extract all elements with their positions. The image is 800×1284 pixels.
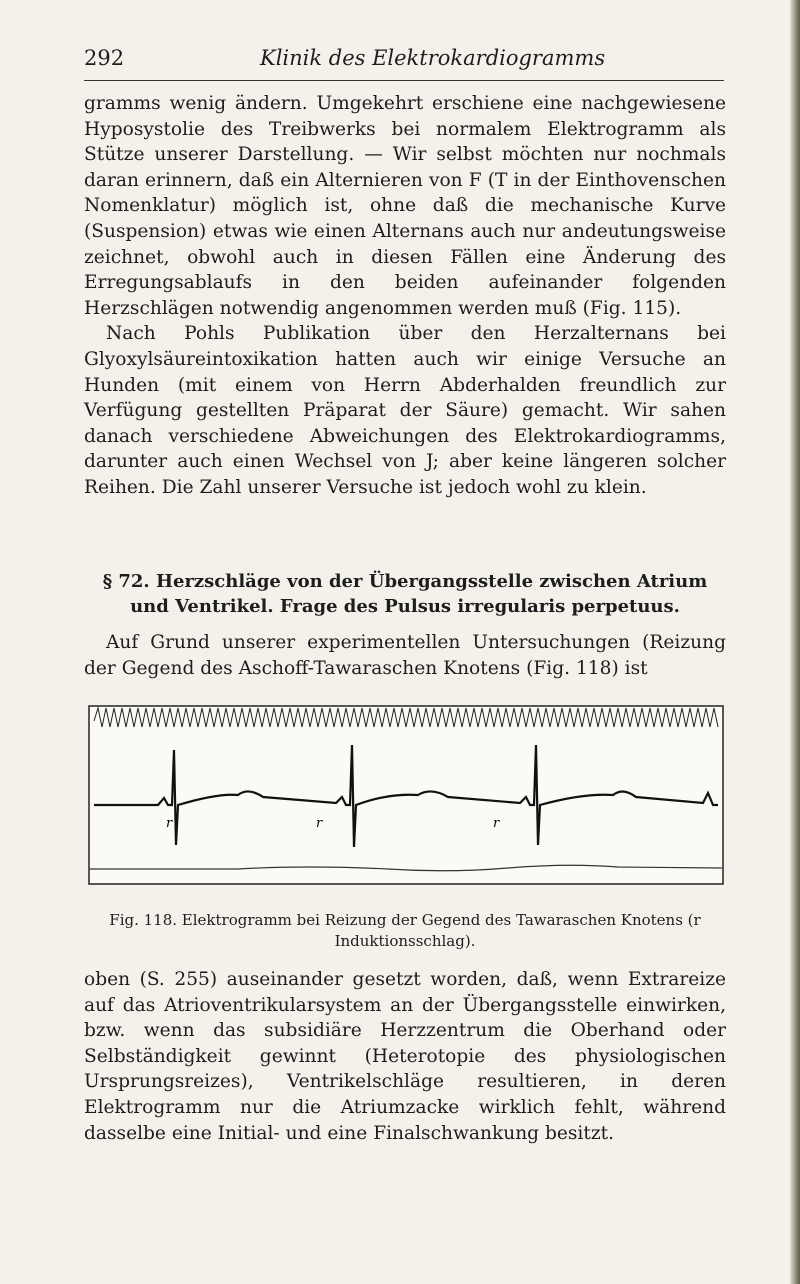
header-rule [84, 80, 724, 81]
paragraph-1b-text: Nach Pohls Publikation über den Herzalternans bei Glyoxylsäureintoxikation hatten auch wir einige Versuche an Hunden (mit einem von Herrn Abderhalden freundlich zur Verfügung gestellten Präparat der Säure) gemacht. Wir sahen danach verschiedene Abweichungen des Elektrokardiogramms, darunter auch einen Wechsel von J; aber keine längeren solcher Reihen. Die Zahl unserer Versuche ist jedoch wohl zu klein. [84, 323, 726, 498]
page-number: 292 [84, 46, 125, 70]
section-title: Herzschläge von der Übergangsstelle zwischen Atrium und Ventrikel. Frage des Pulsus irregularis perpetuus. [130, 571, 708, 617]
paragraph-3-text: oben (S. 255) auseinander gesetzt worden, daß, wenn Extrareize auf das Atrioventrikularsystem an der Übergangsstelle einwirken, bzw. wenn das subsidiäre Herzzentrum die Oberhand oder Selbständigkeit gewinnt (Heterotopie des physiologischen Ursprungsreizes), Ventrikelschläge resultieren, in deren Elektrogramm nur die Atriumzacke wirklich fehlt, während dasselbe eine Initial- und eine Finalschwankung besitzt. [84, 969, 726, 1144]
running-title: Klinik des Elektrokardiogramms [260, 46, 606, 70]
figure-caption: Fig. 118. Elektrogramm bei Reizung der Gegend des Tawaraschen Knotens (r Induktionsschlag). [109, 911, 701, 950]
section-heading [84, 569, 726, 619]
electrogram-figure [88, 705, 724, 885]
page-header [84, 46, 724, 76]
paragraph-2-text: Auf Grund unserer experimentellen Untersuchungen (Reizung der Gegend des Aschoff-Tawaraschen Knotens (Fig. 118) ist [84, 632, 726, 679]
stimulus-label: r [166, 816, 173, 831]
stimulus-label: r [493, 816, 500, 831]
paragraph-1 [84, 91, 726, 501]
stimulus-label: r [316, 816, 323, 831]
page-edge [790, 0, 800, 1284]
section-number: § 72. [102, 571, 150, 592]
paragraph-2 [84, 630, 726, 681]
paragraph-3 [84, 967, 726, 1146]
paragraph-1-text: gramms wenig ändern. Umgekehrt erschiene eine nachgewiesene Hyposystolie des Treibwerks bei normalem Elektrogramm als Stütze unserer Darstellung. — Wir selbst möchten nur nochmals daran erinnern, daß ein Alternieren von F (T in der Einthovenschen Nomenklatur) möglich ist, ohne daß die mechanische Kurve (Suspension) etwas wie einen Alternans auch nur andeutungsweise zeichnet, obwohl auch in diesen Fällen eine Änderung des Erregungsablaufs in den beiden aufeinander folgenden Herzschlägen notwendig angenommen werden muß (Fig. 115). [84, 93, 726, 319]
